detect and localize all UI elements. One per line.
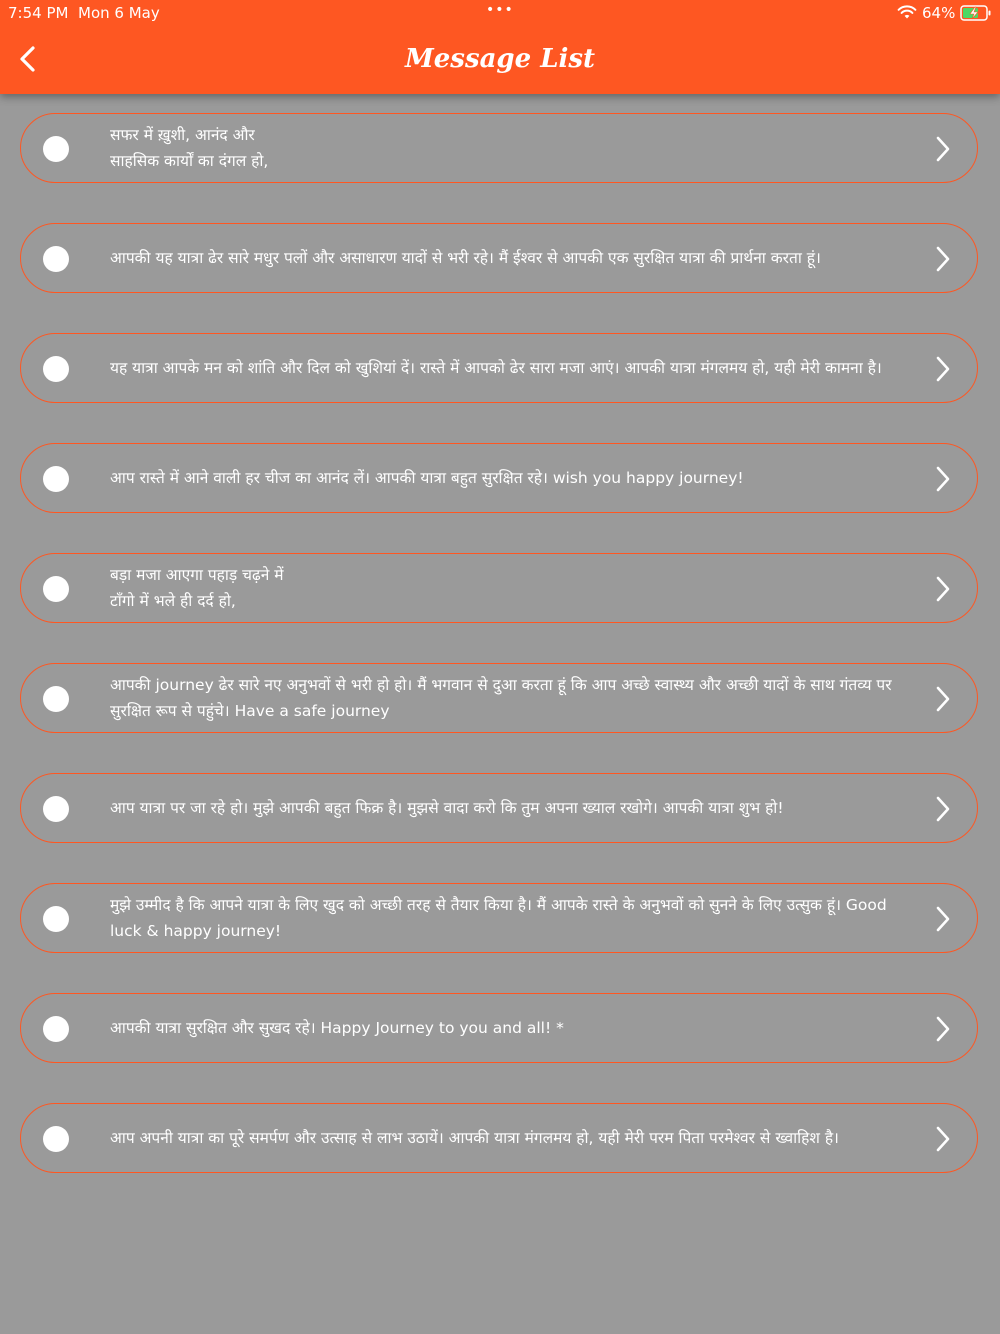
battery-charging-icon — [960, 4, 992, 26]
status-time: 7:54 PM — [8, 4, 69, 22]
radio-button[interactable] — [43, 1126, 69, 1152]
chevron-right-icon — [933, 354, 953, 384]
chevron-right-icon — [933, 464, 953, 494]
message-item[interactable] — [20, 1103, 978, 1173]
message-item[interactable] — [20, 883, 978, 953]
page-title: Message List — [404, 44, 596, 74]
message-text: आपकी journey ढेर सारे नए अनुभवों से भरी हो हो। मैं भगवान से दुआ करता हूं कि आप अच्छे स्वास्थ्य और अच्छी यादों के साथ गंतव्य पर सुरक्षित रूप से पहुंचे। Have a safe journey — [110, 676, 892, 720]
message-item[interactable] — [20, 993, 978, 1063]
wifi-icon — [897, 4, 917, 24]
radio-button[interactable] — [43, 686, 69, 712]
status-date: Mon 6 May — [78, 4, 160, 22]
message-text: आप रास्ते में आने वाली हर चीज का आनंद लें। आपकी यात्रा बहुत सुरक्षित रहे। wish you happy journey! — [110, 469, 744, 487]
message-item[interactable] — [20, 113, 978, 183]
multitasking-dots[interactable]: ••• — [486, 2, 514, 18]
message-item[interactable] — [20, 443, 978, 513]
message-item[interactable] — [20, 553, 978, 623]
chevron-right-icon — [933, 1124, 953, 1154]
message-text: मुझे उम्मीद है कि आपने यात्रा के लिए खुद को अच्छी तरह से तैयार किया है। मैं आपके रास्ते के अनुभवों को सुनने के लिए उत्सुक हूं। Good luck & happy journey! — [110, 896, 887, 940]
message-text: आप अपनी यात्रा का पूरे समर्पण और उत्साह से लाभ उठायें। आपकी यात्रा मंगलमय हो, यही मेरी परम पिता परमेश्वर से ख्वाहिश है। — [110, 1129, 839, 1147]
chevron-right-icon — [933, 904, 953, 934]
message-item[interactable] — [20, 663, 978, 733]
chevron-right-icon — [933, 1014, 953, 1044]
message-text: यह यात्रा आपके मन को शांति और दिल को खुशियां दें। रास्ते में आपको ढेर सारा मजा आएं। आपकी यात्रा मंगलमय हो, यही मेरी कामना है। — [110, 359, 882, 377]
chevron-right-icon — [933, 684, 953, 714]
radio-button[interactable] — [43, 356, 69, 382]
status-bar — [0, 0, 1000, 26]
chevron-right-icon — [933, 244, 953, 274]
radio-button[interactable] — [43, 576, 69, 602]
message-text: आप यात्रा पर जा रहे हो। मुझे आपकी बहुत फिक्र है। मुझसे वादा करो कि तुम अपना ख्याल रखोगे। आपकी यात्रा शुभ हो! — [110, 799, 784, 817]
message-text: बड़ा मजा आएगा पहाड़ चढ़ने में टाँगो में भले ही दर्द हो, — [110, 566, 284, 610]
message-item[interactable] — [20, 223, 978, 293]
radio-button[interactable] — [43, 906, 69, 932]
radio-button[interactable] — [43, 466, 69, 492]
radio-button[interactable] — [43, 136, 69, 162]
chevron-right-icon — [933, 794, 953, 824]
header-bar — [0, 0, 1000, 94]
message-item[interactable] — [20, 773, 978, 843]
chevron-right-icon — [933, 134, 953, 164]
battery-percent: 64% — [922, 4, 956, 22]
message-text: आपकी यात्रा सुरक्षित और सुखद रहे। Happy Journey to you and all! * — [110, 1019, 564, 1037]
message-text: आपकी यह यात्रा ढेर सारे मधुर पलों और असाधारण यादों से भरी रहे। मैं ईश्वर से आपकी एक सुरक्षित यात्रा की प्रार्थना करता हूं। — [110, 249, 821, 267]
radio-button[interactable] — [43, 796, 69, 822]
radio-button[interactable] — [43, 246, 69, 272]
message-item[interactable] — [20, 333, 978, 403]
chevron-right-icon — [933, 574, 953, 604]
message-text: सफर में ख़ुशी, आनंद और साहसिक कार्यों का दंगल हो, — [110, 126, 269, 170]
radio-button[interactable] — [43, 1016, 69, 1042]
